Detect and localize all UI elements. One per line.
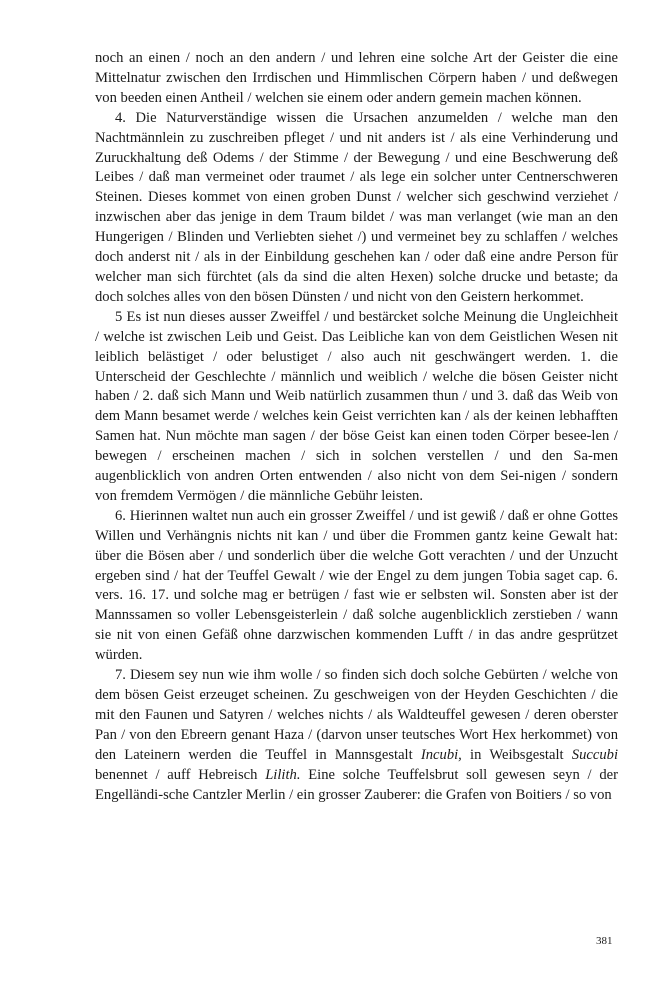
italic-term-succubi: Succubi (571, 746, 618, 763)
paragraph-2-text: 4. Die Naturverständige wissen die Ursachen anzumelden / welche man den Nachtmännlein zu zuschreiben pfleget / und nit anders ist / als eine Verhinderung und Zuruckhaltung deß Odems / der Stimme / der Bewegung / und eine Beschwerung deß Leibes / daß man vermeinet oder traumet / als lege ein solcher unter Centnerschweren Steinen. Dieses kommet von einen groben Dunst / welcher sich geschwind verziehet / inzwischen aber das jenige in dem Traum bildet / was man verlanget (wie man an den Hungerigen / Blinden und Verliebten siehet /) und vermeinet bey zu schlaffen / welches doch anderst nit / als in der Einbildung geschehen kan / oder daß eine andre Person für welcher man sich fürchtet (als da sind die alten Hexen) solche drucke und betaste; da doch solches alles von den bösen Dünsten / und nicht von den Geistern herkommet. (95, 109, 618, 305)
paragraph-1-text: noch an einen / noch an den andern / und lehren eine solche Art der Geister die eine Mittelnatur zwischen den Irrdischen und Himmlischen Cörpern haben / und deßwegen von beeden einen Antheil / welchen sie einem oder andern gemein machen können. (95, 50, 618, 106)
page-number: 381 (596, 935, 613, 947)
paragraph-3 (95, 308, 618, 507)
paragraph-5 (95, 666, 618, 805)
paragraph-4-text: 6. Hierinnen waltet nun auch ein grosser Zweiffel / und ist gewiß / daß er ohne Gottes Willen und Verhängnis nichts nit kan / und über die Frommen gantz keine Gewalt hat: über die Bösen aber / und sonderlich über die welche Gott verachten / und der Unzucht ergeben sind / hat der Teuffel Gewalt / wie der Engel zu dem jungen Tobia saget cap. 6. vers. 16. 17. und solche mag er betrügen / fast wie er selbsten wil. Sonsten aber ist der Mannssamen so voller Lebensgeisterlein / daß solche augenblicklich zerstieben / wann sie nit von einen Gefäß ohne darzwischen kommenden Lufft / in das andre gesprützet würden. (95, 507, 618, 664)
paragraph-5-text: in Weibsgestalt (461, 746, 572, 763)
paragraph-5-text: benennet / auff Hebreisch (95, 766, 266, 783)
paragraph-5-text: 7. Diesem sey nun wie ihm wolle / so finden sich doch solche Gebürten / welche von dem bösen Geist erzeuget scheinen. Zu geschweigen von der Heyden Geschichten / die mit den Faunen und Satyren / welches nichts / als Waldteuffel gewesen / deren oberster Pan / von den Ebreern genant Haza / (darvon unser teutsches Wort Hex herkommet) von den Lateinern werden die Teuffel in Mannsgestalt (95, 667, 618, 763)
paragraph-2 (95, 109, 618, 308)
paragraph-3-text: 5 Es ist nun dieses ausser Zweiffel / und bestärcket solche Meinung die Ungleichheit / welche ist zwischen Leib und Geist. Das Leibliche kan von dem Geistlichen Wesen nit leiblich belästiget / oder belustiget / also auch nit geschwängert werden. 1. die Unterscheid der Geschlechte / männlich und weiblich / welche die bösen Geister nicht haben / 2. daß sich Mann und Weib natürlich zusammen thun / und 3. daß das Weib von dem Mann besamet werde / welches kein Geist verrichten kan / als der keinen lebhafften Samen hat. Nun möchte man sagen / der böse Geist kan einen toden Cörper besee-len / bewegen / erscheinen machen / sich in solchen verstellen / und den Sa-men augenblicklich von andren Orten entwenden / also nicht von dem Sei-nigen / sondern von fremdem Vermögen / die männliche Gebühr leisten. (95, 308, 618, 504)
paragraph-5-text: Eine solche Teuffelsbrut soll gewesen seyn / der Engelländi-sche Cantzler Merlin / ein grosser Zauberer: die Grafen von Boitiers / so von (95, 766, 618, 803)
page-body (95, 49, 618, 805)
paragraph-4 (95, 507, 618, 666)
italic-term-lilith: Lilith. (265, 766, 301, 783)
paragraph-1 (95, 49, 618, 109)
italic-term-incubi: Incubi, (420, 746, 462, 763)
